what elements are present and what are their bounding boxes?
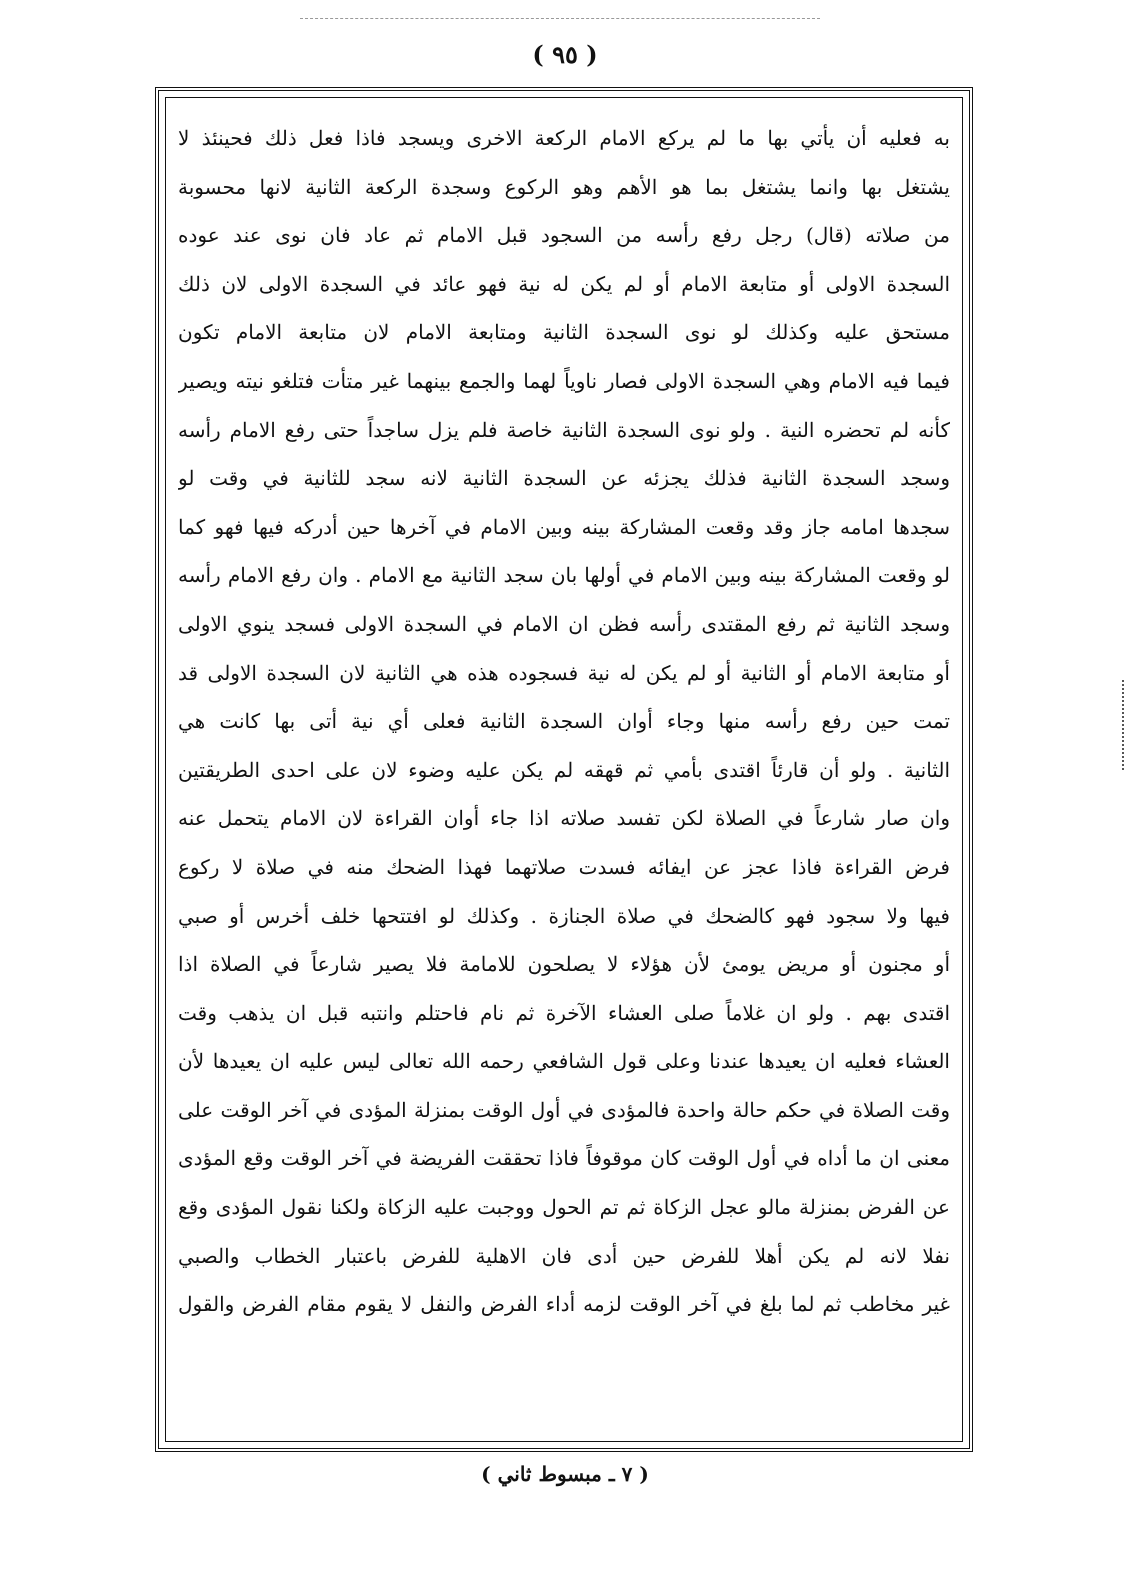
inner-frame	[165, 97, 963, 1442]
text-line: وقت الصلاة في حكم حالة واحدة فالمؤدى في أول الوقت بمنزلة المؤدى في آخر الوقت على	[178, 1097, 950, 1122]
text-line: مستحق عليه وكذلك لو نوى السجدة الثانية ومتابعة الامام لان متابعة الامام تكون	[178, 320, 950, 345]
text-line: أو متابعة الامام أو الثانية أو لم يكن له نية فسجوده هذه هي الثانية لان السجدة الاولى قد	[178, 660, 950, 685]
text-body	[178, 114, 950, 1431]
text-line: سجدها امامه جاز وقد وقعت المشاركة بينه وبين الامام في آخرها حين أدركه فيها فهو كما	[178, 514, 950, 539]
text-line: فيما فيه الامام وهي السجدة الاولى فصار ناوياً لهما والجمع بينهما غير متأت فتلغو نيته ويصير	[178, 368, 950, 393]
text-line: أو مجنون أو مريض يومئ لأن هؤلاء لا يصلحون للامامة فلا يصير شارعاً في الصلاة اذا	[178, 952, 950, 977]
page-number: ( ٩٥ )	[532, 40, 598, 69]
text-line: نفلا لانه لم يكن أهلا للفرض حين أدى فان الاهلية للفرض باعتبار الخطاب والصبي	[178, 1243, 950, 1268]
text-line: العشاء فعليه ان يعيدها عندنا وعلى قول الشافعي رحمه الله تعالى ليس عليه ان يعيدها لأن	[178, 1049, 950, 1074]
text-line: لو وقعت المشاركة بينه وبين الامام في أولها بان سجد الثانية مع الامام . وان رفع الامام رأسه	[178, 563, 950, 588]
text-frame	[155, 87, 973, 1452]
text-line: كأنه لم تحضره النية . ولو نوى السجدة الثانية خاصة فلم يزل ساجداً حتى رفع الامام رأسه	[178, 417, 950, 442]
text-line: من صلاته (قال) رجل رفع رأسه من السجود قبل الامام ثم عاد فان نوى عند عوده	[178, 223, 950, 248]
margin-mark	[1122, 680, 1127, 770]
text-line: السجدة الاولى أو متابعة الامام أو لم يكن له نية فهو عائد في السجدة الاولى لان ذلك	[178, 271, 950, 296]
text-line: عن الفرض بمنزلة مالو عجل الزكاة ثم تم الحول ووجبت عليه الزكاة ولكنا نقول المؤدى وقع	[178, 1195, 950, 1220]
top-rule	[300, 18, 820, 19]
text-line: اقتدى بهم . ولو ان غلاماً صلى العشاء الآخرة ثم نام فاحتلم وانتبه قبل ان يذهب وقت	[178, 1000, 950, 1025]
text-line: به فعليه أن يأتي بها ما لم يركع الامام الركعة الاخرى ويسجد فاذا فعل ذلك فحينئذ لا	[178, 126, 950, 150]
text-line: وسجد الثانية ثم رفع المقتدى رأسه فظن ان الامام في السجدة الاولى فسجد ينوي الاولى	[178, 611, 950, 636]
text-line: تمت حين رفع رأسه منها وجاء أوان السجدة الثانية فعلى أي نية أتى بها كانت هي	[178, 709, 950, 734]
text-line: فرض القراءة فاذا عجز عن ايفائه فسدت صلاتهما فهذا الضحك منه في صلاة لا ركوع	[178, 854, 950, 879]
text-line: وان صار شارعاً في الصلاة لكن تفسد صلاته اذا جاء أوان القراءة لان الامام يتحمل عنه	[178, 806, 950, 831]
text-line: فيها ولا سجود فهو كالضحك في صلاة الجنازة . وكذلك لو افتتحها خلف أخرس أو صبي	[178, 903, 950, 928]
text-line: يشتغل بها وانما يشتغل بما هو الأهم وهو الركوع وسجدة الركعة الثانية لانها محسوبة	[178, 174, 950, 199]
text-line: الثانية . ولو أن قارئاً اقتدى بأمي ثم قهقه لم يكن عليه وضوء لان على احدى الطريقتين	[178, 757, 950, 782]
text-line: غير مخاطب ثم لما بلغ في آخر الوقت لزمه أداء الفرض والنفل لا يقوم مقام الفرض والقول	[178, 1292, 950, 1317]
footer-signature: ( ٧ ـ مبسوط ثاني )	[481, 1462, 649, 1486]
text-line: معنى ان ما أداه في أول الوقت كان موقوفاً فاذا تحققت الفريضة في آخر الوقت وقع المؤدى	[178, 1146, 950, 1171]
text-line: وسجد السجدة الثانية فذلك يجزئه عن السجدة الثانية لانه سجد للثانية في وقت لو	[178, 466, 950, 491]
